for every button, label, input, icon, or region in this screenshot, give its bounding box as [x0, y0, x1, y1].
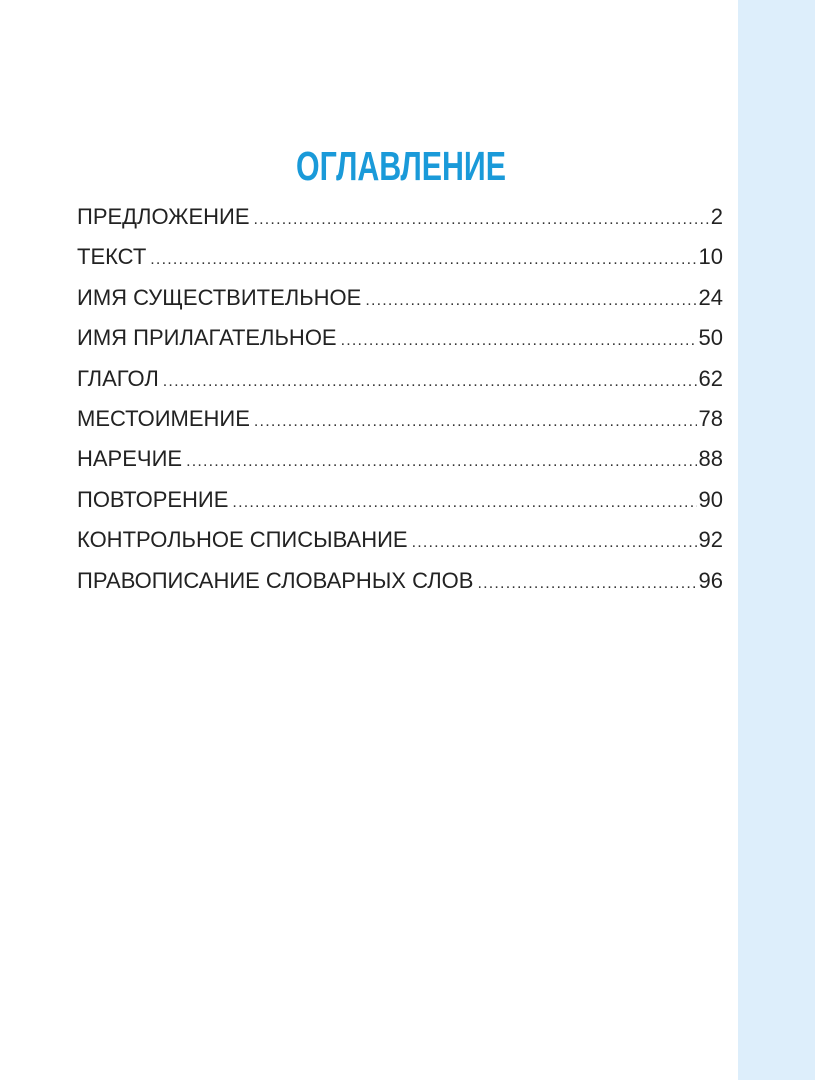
toc-entry-label: НАРЕЧИЕ — [77, 446, 183, 472]
toc-entry-page: 10 — [698, 244, 723, 270]
toc-entry-label: ГЛАГОЛ — [77, 365, 159, 391]
toc-entry[interactable] — [77, 399, 723, 439]
toc-entry-label: ПРЕДЛОЖЕНИЕ — [77, 204, 250, 229]
toc-entry-page: 50 — [698, 325, 723, 351]
toc-entry[interactable] — [77, 278, 723, 318]
toc-entry-page: 2 — [710, 204, 723, 229]
toc-dot-leader — [163, 362, 697, 402]
side-color-band — [738, 0, 815, 1080]
toc-entry-label: МЕСТОИМЕНИЕ — [77, 405, 250, 431]
toc-dot-leader — [150, 240, 696, 280]
page-title: ОГЛАВЛЕНИЕ — [296, 143, 506, 189]
toc-entry-page: 78 — [698, 405, 723, 431]
toc-dot-leader — [186, 442, 696, 482]
toc-dot-leader — [412, 523, 697, 563]
toc-entry-page: 88 — [698, 446, 723, 472]
toc-entry[interactable] — [77, 237, 723, 277]
toc-dot-leader — [341, 321, 697, 361]
toc-entry-label: КОНТРОЛЬНОЕ СПИСЫВАНИЕ — [77, 527, 408, 553]
toc-entry-label: ПРАВОПИСАНИЕ СЛОВАРНЫХ СЛОВ — [77, 567, 474, 593]
toc-entry-page: 62 — [698, 365, 723, 391]
toc-entry[interactable] — [77, 520, 723, 560]
toc-entry[interactable] — [77, 439, 723, 479]
toc-entry[interactable] — [77, 561, 723, 601]
toc-dot-leader — [254, 200, 709, 240]
toc-entry-page: 92 — [698, 527, 723, 553]
toc-entry[interactable] — [77, 359, 723, 399]
toc-entry[interactable] — [77, 197, 723, 237]
table-of-contents — [77, 197, 723, 601]
toc-dot-leader — [254, 402, 697, 442]
toc-dot-leader — [477, 564, 696, 604]
toc-entry-page: 96 — [698, 567, 723, 593]
toc-entry[interactable] — [77, 480, 723, 520]
toc-entry[interactable] — [77, 318, 723, 358]
toc-entry-page: 90 — [698, 486, 723, 512]
toc-entry-label: ИМЯ ПРИЛАГАТЕЛЬНОЕ — [77, 325, 337, 351]
toc-entry-page: 24 — [698, 284, 723, 310]
toc-dot-leader — [365, 281, 696, 321]
toc-entry-label: ПОВТОРЕНИЕ — [77, 486, 229, 512]
toc-dot-leader — [232, 483, 696, 523]
toc-entry-label: ИМЯ СУЩЕСТВИТЕЛЬНОЕ — [77, 284, 362, 310]
toc-entry-label: ТЕКСТ — [77, 244, 147, 270]
